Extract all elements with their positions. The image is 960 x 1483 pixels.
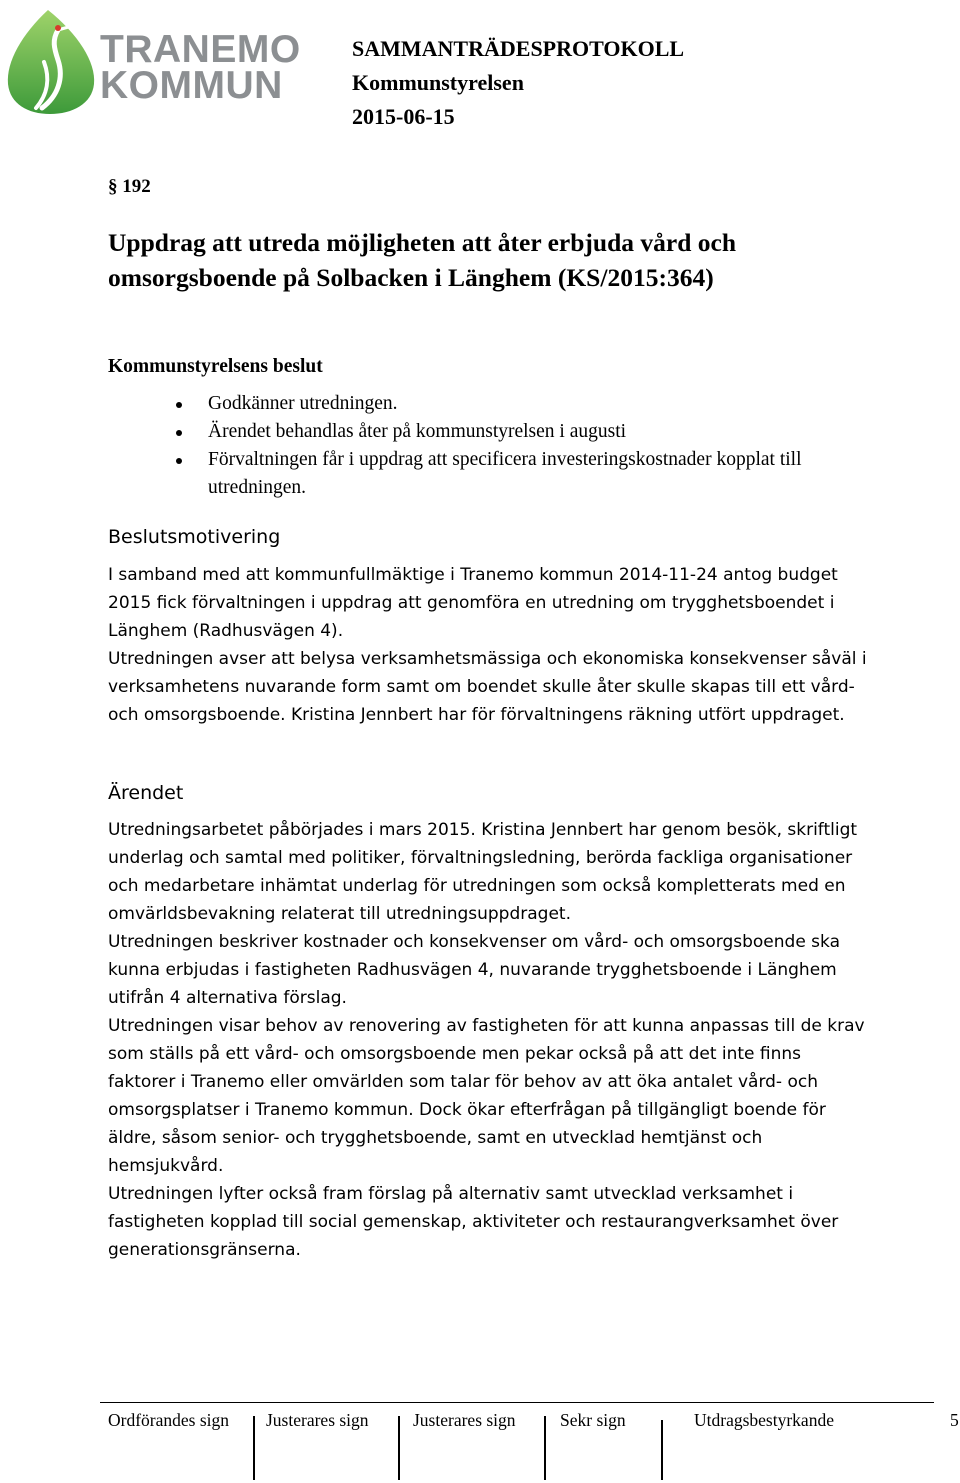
paragraph-number: § 192 [108,176,151,197]
matter-paragraph: Utredningen beskriver kostnader och konsekvenser om vård- och omsorgsboende ska kunna erbjudas i fastigheten Radhusvägen 4, nuvarande trygghetsboende i Länghem utifrån 4 alternativa förslag. [108,932,840,1008]
decision-heading: Kommunstyrelsens beslut [108,356,323,377]
motivation-paragraph: Utredningen avser att belysa verksamhetsmässiga och ekonomiska konsekvenser såväl i verksamhetens nuvarande form samt om boendet skulle åter skulle skapas till ett vård- och omsorgsboende. Kristina Jennbert har för förvaltningens räkning utfört uppdraget. [108,649,867,725]
doc-type: SAMMANTRÄDESPROTOKOLL [352,36,685,61]
matter-body [108,816,868,1264]
bullet-icon [176,402,182,408]
bullet-icon [176,458,182,464]
footer-divider [100,1402,934,1403]
decision-list [170,390,860,502]
decision-item: Godkänner utredningen. [170,390,860,418]
motivation-body [108,561,868,729]
document-header [352,32,684,134]
secretary-sign-label: Sekr sign [560,1410,626,1430]
chair-sign-label: Ordförandes sign [108,1410,230,1430]
decision-item: Ärendet behandlas åter på kommunstyrelsen i augusti [170,418,860,446]
signature-box-divider [544,1416,546,1480]
adjuster-sign-label: Justerares sign [413,1410,516,1430]
signature-box-divider [253,1416,255,1480]
page-number: 5 [950,1410,959,1430]
motivation-paragraph: I samband med att kommunfullmäktige i Tranemo kommun 2014-11-24 antog budget 2015 fick förvaltningen i uppdrag att genomföra en utredning om trygghetsboendet i Länghem (Radhusvägen 4). [108,565,838,641]
matter-paragraph: Utredningen lyfter också fram förslag på alternativ samt utvecklad verksamhet i fastigheten kopplad till social gemenskap, aktiviteter och restaurangverksamhet över generationsgränserna. [108,1184,839,1260]
logo-line-1: TRANEMO [100,28,301,71]
meeting-date: 2015-06-15 [352,104,455,129]
signature-box-divider [398,1416,400,1480]
matter-paragraph: Utredningsarbetet påbörjades i mars 2015. Kristina Jennbert har genom besök, skriftligt underlag och samtal med politiker, förvaltningsledning, berörda fackliga organisationer och medarbetare inhämtat underlag för utredningen som också kompletterats med en omvärldsbevakning relaterat till utredningsuppdraget. [108,820,858,924]
item-title: Uppdrag att utreda möjligheten att åter erbjuda vård och omsorgsboende på Solbacken i Länghem (KS/2015:364) [108,228,737,292]
issuing-body: Kommunstyrelsen [352,70,524,95]
crane-emblem-icon [2,4,100,118]
decision-item: Förvaltningen får i uppdrag att specificera investeringskostnader kopplat till utredningen. [170,446,860,502]
tranemo-kommun-logo [2,4,301,118]
logo-line-2: KOMMUN [100,64,283,107]
certification-label: Utdragsbestyrkande [694,1410,834,1430]
adjuster-sign-label: Justerares sign [266,1410,369,1430]
matter-paragraph: Utredningen visar behov av renovering av fastigheten för att kunna anpassas till de krav som ställs på ett vård- och omsorgsboende men pekar också på att det inte finns faktorer i Tranemo eller omvärlden som talar för behov av att öka antalet vård- och omsorgsplatser i Tranemo kommun. Dock ökar efterfrågan på tillgängligt boende för äldre, såsom senior- och trygghetsboende, samt en utvecklad hemtjänst och hemsjukvård. [108,1016,865,1176]
motivation-heading: Beslutsmotivering [108,526,281,548]
bullet-icon [176,430,182,436]
signature-box-divider [661,1420,663,1480]
matter-heading: Ärendet [108,782,184,804]
